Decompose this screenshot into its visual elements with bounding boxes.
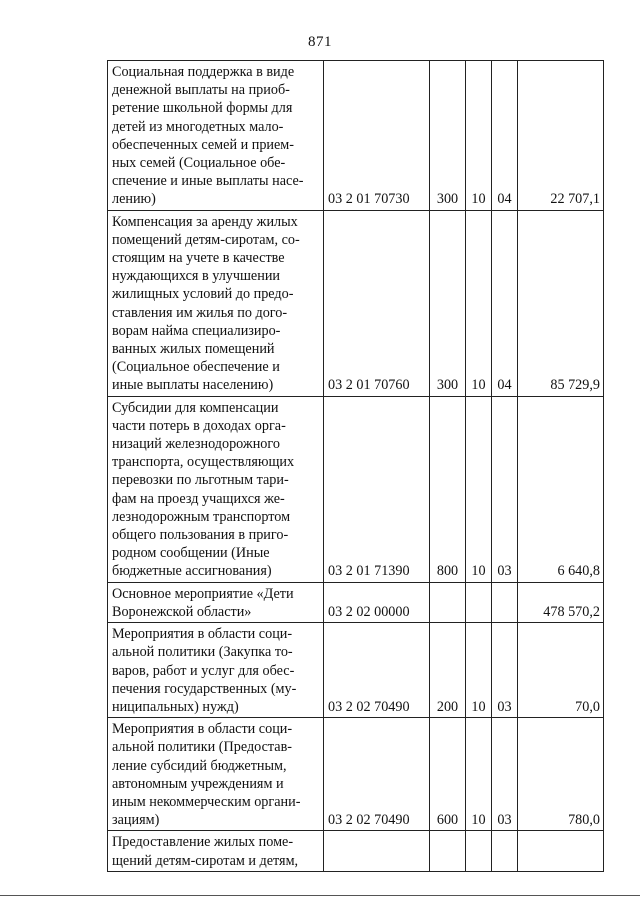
row-name-line: части потерь в доходах орга- (112, 417, 286, 434)
section-cell: 10 (466, 210, 492, 396)
row-name-line: спечение и иные выплаты насе- (112, 173, 304, 190)
code-cell: 03 2 02 00000 (324, 582, 430, 622)
code-cell: 03 2 02 70490 (324, 623, 430, 718)
expense-type-cell (430, 831, 466, 871)
subsection-cell: 03 (492, 623, 518, 718)
row-name-line: лению) (112, 191, 156, 208)
row-name-line: низаций железнодорожного (112, 436, 280, 453)
table-row (108, 623, 604, 718)
row-name-cell (108, 582, 324, 622)
row-name-cell (108, 396, 324, 582)
row-name-line: помещений детям-сиротам, со- (112, 231, 300, 248)
amount-cell: 85 729,9 (518, 210, 604, 396)
expense-type-cell: 300 (430, 210, 466, 396)
section-cell (466, 582, 492, 622)
amount-cell: 780,0 (518, 718, 604, 831)
section-cell (466, 831, 492, 871)
row-name-line: ванных жилых помещений (112, 341, 275, 358)
amount-cell (518, 831, 604, 871)
table-row (108, 61, 604, 211)
subsection-cell: 03 (492, 718, 518, 831)
row-name-line: общего пользования в приго- (112, 527, 289, 544)
subsection-cell: 04 (492, 210, 518, 396)
expense-type-cell: 600 (430, 718, 466, 831)
page-number: 871 (308, 34, 332, 50)
expense-type-cell: 200 (430, 623, 466, 718)
expense-type-cell: 300 (430, 61, 466, 211)
row-name-line: зациям) (112, 812, 160, 829)
table-row (108, 396, 604, 582)
row-name-line: Социальная поддержка в виде (112, 64, 295, 80)
row-name-line: Мероприятия в области соци- (112, 626, 293, 643)
table-row (108, 210, 604, 396)
budget-table-body (108, 61, 604, 872)
row-name-line: печения государственных (му- (112, 680, 297, 697)
row-name-line: обеспеченных семей и прием- (112, 136, 294, 153)
code-cell: 03 2 01 70760 (324, 210, 430, 396)
row-name-line: Субсидии для компенсации (112, 399, 279, 416)
row-name-cell (108, 210, 324, 396)
amount-cell: 6 640,8 (518, 396, 604, 582)
subsection-cell (492, 831, 518, 871)
row-name-cell (108, 831, 324, 871)
row-name-cell (108, 61, 324, 211)
row-name-line: нуждающихся в улучшении (112, 268, 281, 285)
row-name-line: иным некоммерческим органи- (112, 793, 301, 810)
row-name-line: жилищных условий до предо- (112, 286, 294, 303)
row-name-line: альной политики (Предостав- (112, 739, 293, 756)
row-name-line: иные выплаты населению) (112, 377, 274, 394)
row-name-line: ниципальных) нужд) (112, 698, 239, 715)
table-row (108, 718, 604, 831)
code-cell: 03 2 01 71390 (324, 396, 430, 582)
subsection-cell: 04 (492, 61, 518, 211)
row-name-line: Воронежской области» (112, 603, 252, 620)
row-name-line: автономным учреждениям и (112, 775, 284, 792)
row-name-line: денежной выплаты на приоб- (112, 82, 290, 99)
code-cell (324, 831, 430, 871)
row-name-line: детей из многодетных мало- (112, 118, 284, 135)
section-cell: 10 (466, 623, 492, 718)
expense-type-cell (430, 582, 466, 622)
row-name-line: фам на проезд учащихся же- (112, 490, 285, 507)
section-cell: 10 (466, 61, 492, 211)
amount-cell: 70,0 (518, 623, 604, 718)
row-name-cell (108, 718, 324, 831)
row-name-line: родном сообщении (Иные (112, 545, 270, 562)
row-name-cell (108, 623, 324, 718)
row-name-line: ление субсидий бюджетным, (112, 757, 287, 774)
row-name-line: бюджетные ассигнования) (112, 563, 272, 580)
expense-type-cell: 800 (430, 396, 466, 582)
row-name-line: варов, работ и услуг для обес- (112, 662, 295, 679)
table-row (108, 582, 604, 622)
bottom-divider (0, 895, 640, 896)
budget-table (107, 60, 604, 872)
row-name-line: стоящим на учете в качестве (112, 250, 285, 267)
subsection-cell (492, 582, 518, 622)
section-cell: 10 (466, 396, 492, 582)
amount-cell: 478 570,2 (518, 582, 604, 622)
row-name-line: Основное мероприятие «Дети (112, 585, 294, 602)
row-name-line: ставления им жилья по дого- (112, 304, 288, 321)
row-name-line: Предоставление жилых поме- (112, 834, 294, 851)
code-cell: 03 2 01 70730 (324, 61, 430, 211)
table-row (108, 831, 604, 871)
row-name-line: альной политики (Закупка то- (112, 644, 293, 661)
subsection-cell: 03 (492, 396, 518, 582)
row-name-line: транспорта, осуществляющих (112, 454, 295, 471)
section-cell: 10 (466, 718, 492, 831)
row-name-line: лезнодорожным транспортом (112, 508, 291, 525)
row-name-line: ретение школьной формы для (112, 100, 293, 117)
row-name-line: перевозки по льготным тари- (112, 472, 289, 489)
row-name-line: (Социальное обеспечение и (112, 359, 280, 376)
code-cell: 03 2 02 70490 (324, 718, 430, 831)
row-name-line: ворам найма специализиро- (112, 322, 281, 339)
row-name-line: Мероприятия в области соци- (112, 721, 293, 738)
amount-cell: 22 707,1 (518, 61, 604, 211)
row-name-line: щений детям-сиротам и детям, (112, 852, 299, 869)
row-name-line: Компенсация за аренду жилых (112, 213, 298, 230)
row-name-line: ных семей (Социальное обе- (112, 155, 286, 172)
